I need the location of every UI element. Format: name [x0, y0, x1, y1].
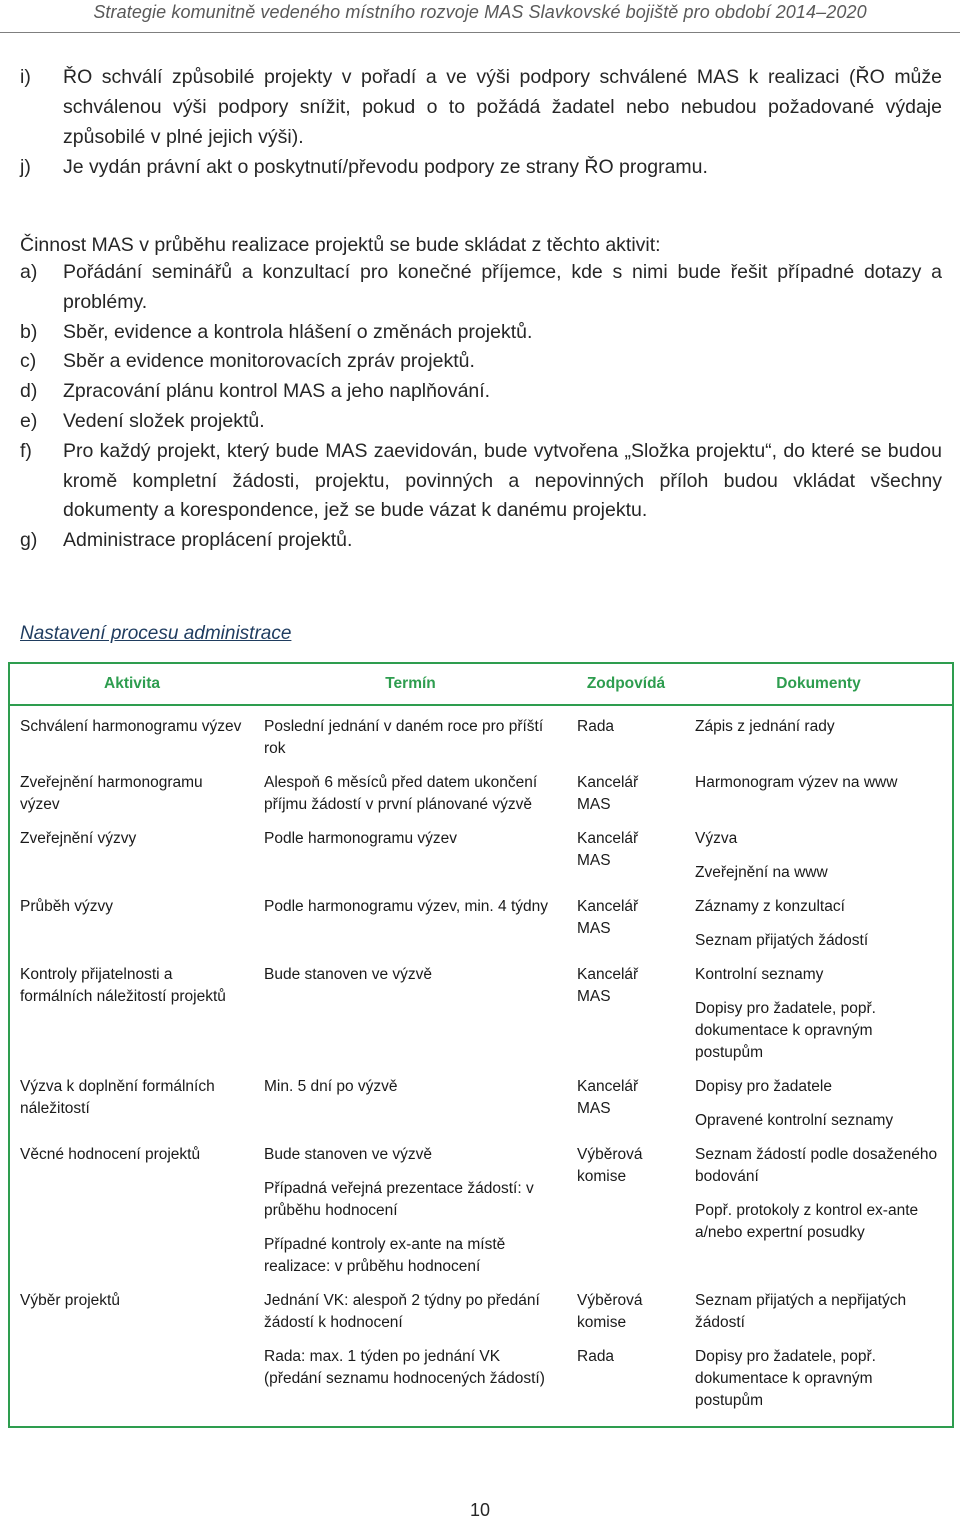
table-cell-responsible: [567, 1070, 685, 1138]
cell-paragraph: Případná veřejná prezentace žádostí: v průběhu hodnocení: [264, 1180, 534, 1219]
table-cell-responsible: [567, 890, 685, 958]
table-cell-documents: [685, 822, 953, 890]
list-item: [20, 347, 942, 377]
cell-paragraph: Záznamy z konzultací: [695, 898, 845, 915]
table-cell-term: [254, 705, 567, 766]
item-text: Vedení složek projektů.: [63, 409, 265, 432]
table-cell-activity: [9, 766, 254, 822]
table-row: [9, 1138, 953, 1284]
cell-paragraph: Rada: [577, 1348, 615, 1365]
table-cell-term: [254, 958, 567, 1070]
item-marker: d): [20, 380, 38, 403]
item-text: Zpracování plánu kontrol MAS a jeho naplňování.: [63, 380, 491, 403]
cell-paragraph: Věcné hodnocení projektů: [20, 1146, 201, 1163]
item-marker: e): [20, 409, 38, 432]
table-cell-documents: [685, 1284, 953, 1427]
table-row: [9, 1284, 953, 1427]
cell-paragraph: Podle harmonogramu výzev, min. 4 týdny: [264, 898, 549, 915]
cell-paragraph: Schválení harmonogramu výzev: [20, 718, 242, 735]
table-cell-term: [254, 766, 567, 822]
table-cell-term: [254, 890, 567, 958]
table-row: [9, 1070, 953, 1138]
table-body: [9, 705, 953, 1427]
table-row: [9, 766, 953, 822]
table-cell-term: [254, 1138, 567, 1284]
table-cell-documents: [685, 1070, 953, 1138]
item-text: Je vydán právní akt o poskytnutí/převodu podpory ze strany ŘO programu.: [63, 156, 708, 178]
item-marker: g): [20, 529, 38, 552]
list-item: [20, 258, 942, 318]
cell-paragraph: Kancelář MAS: [577, 898, 639, 937]
cell-paragraph: Případné kontroly ex-ante na místě realizace: v průběhu hodnocení: [264, 1236, 506, 1275]
cell-paragraph: Zveřejnění na www: [695, 864, 828, 881]
page-number: 10: [469, 1500, 491, 1520]
cell-paragraph: Rada: max. 1 týden po jednání VK (předání seznamu hodnocených žádostí): [264, 1348, 545, 1387]
table-row: [9, 958, 953, 1070]
cell-paragraph: Alespoň 6 měsíců před datem ukončení příjmu žádostí v první plánované výzvě: [264, 774, 538, 813]
item-marker: f): [20, 439, 32, 462]
column-header-responsible: Zodpovídá: [567, 663, 685, 705]
column-header-activity: Aktivita: [9, 663, 254, 705]
list-item: [20, 152, 942, 182]
item-marker: i): [20, 66, 31, 88]
table-header-row: [9, 663, 953, 705]
cell-paragraph: Seznam žádostí podle dosaženého bodování: [695, 1146, 938, 1185]
cell-paragraph: Kontroly přijatelnosti a formálních náležitostí projektů: [20, 966, 226, 1005]
cell-paragraph: Výběr projektů: [20, 1292, 120, 1309]
item-text: ŘO schválí způsobilé projekty v pořadí a ve výši podpory schválené MAS k realizaci (ŘO může schválenou výši podpory snížit, pokud o to požádá žadatel nebo nebudou požadované výdaje způsobilé v plné jejich výši).: [63, 66, 942, 148]
table-cell-term: [254, 1284, 567, 1427]
activities-list: [20, 258, 942, 556]
cell-paragraph: Dopisy pro žadatele, popř. dokumentace k opravným postupům: [695, 1348, 876, 1409]
list-item: [20, 437, 942, 526]
cell-paragraph: Poslední jednání v daném roce pro příští rok: [264, 718, 544, 757]
cell-paragraph: Zápis z jednání rady: [695, 718, 835, 735]
section-title: Nastavení procesu administrace: [20, 623, 292, 644]
item-text: Pořádání seminářů a konzultací pro konečné příjemce, kde s nimi bude řešit případné dotazy a problémy.: [63, 261, 942, 313]
cell-paragraph: Podle harmonogramu výzev: [264, 830, 457, 847]
running-header: Strategie komunitně vedeného místního rozvoje MAS Slavkovské bojiště pro období 2014–2020: [93, 2, 867, 22]
item-marker: j): [20, 156, 31, 178]
table-cell-documents: [685, 890, 953, 958]
table-cell-activity: [9, 705, 254, 766]
cell-paragraph: Zveřejnění výzvy: [20, 830, 137, 847]
cell-paragraph: Dopisy pro žadatele, popř. dokumentace k opravným postupům: [695, 1000, 876, 1061]
cell-paragraph: Bude stanoven ve výzvě: [264, 1146, 433, 1163]
list-item: [20, 318, 942, 348]
table-cell-activity: [9, 1070, 254, 1138]
table-cell-activity: [9, 822, 254, 890]
cell-paragraph: Seznam přijatých žádostí: [695, 932, 869, 949]
table-cell-responsible: [567, 822, 685, 890]
table-row: [9, 705, 953, 766]
table-cell-documents: [685, 958, 953, 1070]
conditions-list: [20, 62, 942, 182]
cell-paragraph: Kancelář MAS: [577, 1078, 639, 1117]
cell-paragraph: Průběh výzvy: [20, 898, 114, 915]
table-cell-activity: [9, 890, 254, 958]
cell-paragraph: Kancelář MAS: [577, 774, 639, 813]
table-cell-responsible: [567, 1284, 685, 1427]
table-cell-activity: [9, 1284, 254, 1427]
table-cell-term: [254, 822, 567, 890]
cell-paragraph: Kontrolní seznamy: [695, 966, 824, 983]
cell-paragraph: Dopisy pro žadatele: [695, 1078, 832, 1095]
cell-paragraph: Výběrová komise: [577, 1146, 643, 1185]
header-divider: [0, 32, 960, 33]
cell-paragraph: Výzva: [695, 830, 738, 847]
list-item: [20, 526, 942, 556]
item-text: Sběr, evidence a kontrola hlášení o změnách projektů.: [63, 320, 533, 343]
item-marker: b): [20, 320, 38, 343]
table-cell-documents: [685, 1138, 953, 1284]
activities-intro: Činnost MAS v průběhu realizace projektů se bude skládat z těchto aktivit:: [20, 234, 661, 256]
table-cell-term: [254, 1070, 567, 1138]
cell-paragraph: Popř. protokoly z kontrol ex-ante a/nebo expertní posudky: [695, 1202, 919, 1241]
cell-paragraph: Bude stanoven ve výzvě: [264, 966, 433, 983]
item-marker: a): [20, 261, 38, 283]
table-row: [9, 890, 953, 958]
table-row: [9, 822, 953, 890]
cell-paragraph: Zveřejnění harmonogramu výzev: [20, 774, 203, 813]
list-item: [20, 62, 942, 152]
table-cell-activity: [9, 958, 254, 1070]
cell-paragraph: Výzva k doplnění formálních náležitostí: [20, 1078, 215, 1117]
cell-paragraph: Kancelář MAS: [577, 966, 639, 1005]
table-cell-responsible: [567, 705, 685, 766]
table-cell-responsible: [567, 766, 685, 822]
cell-paragraph: Rada: [577, 718, 615, 735]
cell-paragraph: Min. 5 dní po výzvě: [264, 1078, 398, 1095]
table-cell-documents: [685, 766, 953, 822]
cell-paragraph: Seznam přijatých a nepřijatých žádostí: [695, 1292, 907, 1331]
table-cell-responsible: [567, 1138, 685, 1284]
administration-table: [8, 662, 954, 1428]
cell-paragraph: Kancelář MAS: [577, 830, 639, 869]
table-cell-activity: [9, 1138, 254, 1284]
item-text: Pro každý projekt, který bude MAS zaevidován, bude vytvořena „Složka projektu“, do které se budou kromě kompletní žádosti, projektu, povinných a nepovinných příloh budou vkládat všechny dokumenty a korespondence, jež se bude vázat k danému projektu.: [63, 439, 942, 522]
column-header-term: Termín: [254, 663, 567, 705]
list-item: [20, 407, 942, 437]
item-marker: c): [20, 350, 37, 373]
item-text: Sběr a evidence monitorovacích zpráv projektů.: [63, 350, 475, 373]
column-header-documents: Dokumenty: [685, 663, 953, 705]
cell-paragraph: Harmonogram výzev na www: [695, 774, 898, 791]
table-cell-documents: [685, 705, 953, 766]
list-item: [20, 377, 942, 407]
cell-paragraph: Výběrová komise: [577, 1292, 643, 1331]
item-text: Administrace proplácení projektů.: [63, 529, 353, 552]
cell-paragraph: Opravené kontrolní seznamy: [695, 1112, 894, 1129]
cell-paragraph: Jednání VK: alespoň 2 týdny po předání žádostí k hodnocení: [264, 1292, 540, 1331]
table-cell-responsible: [567, 958, 685, 1070]
